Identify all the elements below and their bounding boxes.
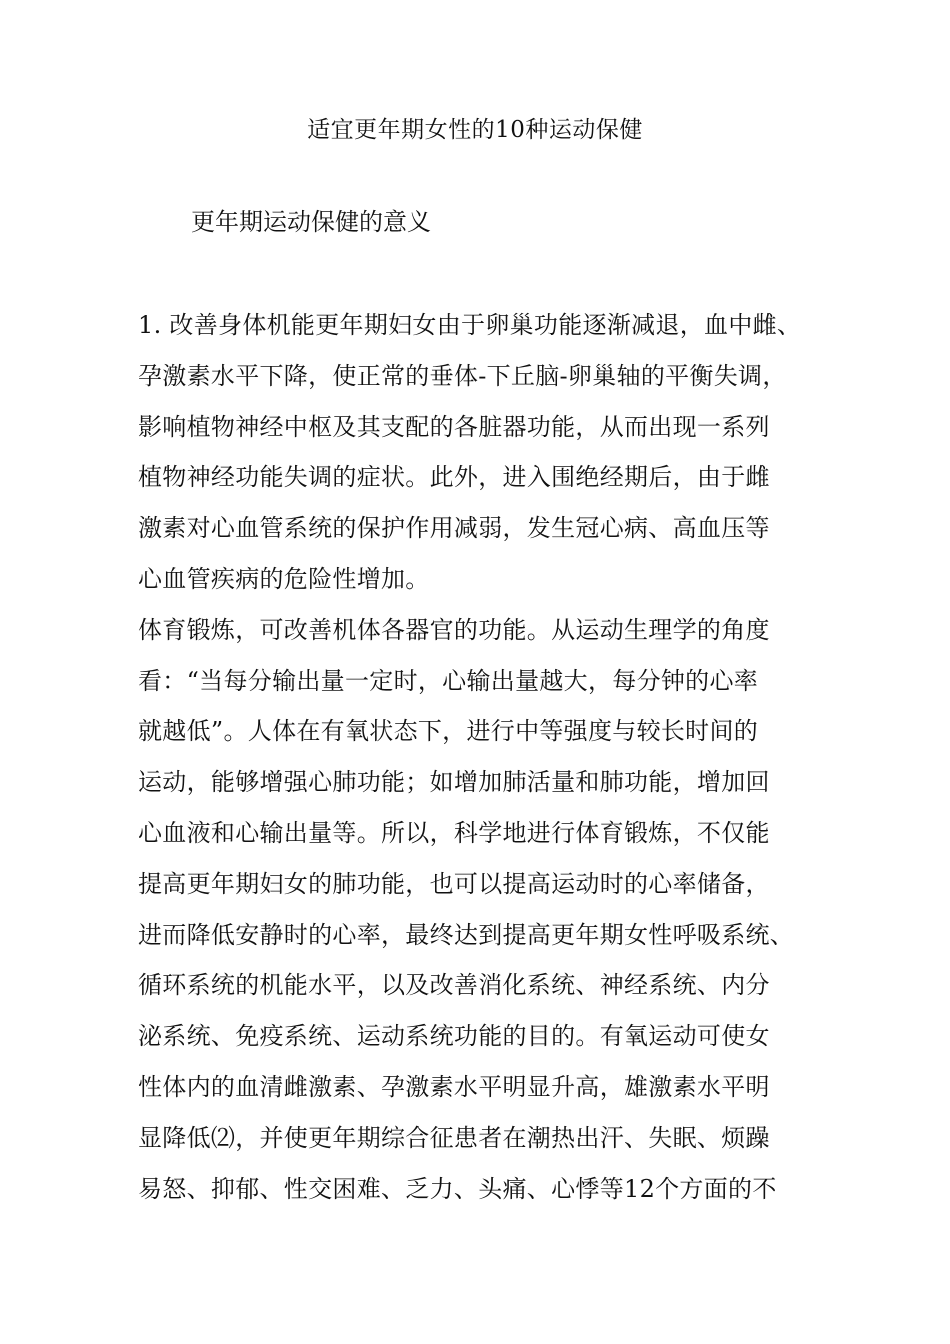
section-heading: 更年期运动保健的意义 — [191, 208, 431, 236]
text-line: 影响植物神经中枢及其支配的各脏器功能，从而出现一系列 — [138, 412, 770, 441]
text-line: 就越低”。人体在有氧状态下，进行中等强度与较长时间的 — [138, 717, 759, 746]
text-line: 植物神经功能失调的症状。此外，进入围绝经期后，由于雌 — [138, 463, 770, 492]
text-line: 泌系统、免疫系统、运动系统功能的目的。有氧运动可使女 — [138, 1022, 770, 1051]
text-line: 进而降低安静时的心率，最终达到提高更年期女性呼吸系统、 — [138, 920, 795, 949]
text-line: 1. 改善身体机能更年期妇女由于卵巢功能逐渐减退，血中雌、 — [138, 311, 802, 339]
text-line: 提高更年期妇女的肺功能，也可以提高运动时的心率储备， — [138, 869, 770, 898]
text-line: 体育锻炼，可改善机体各器官的功能。从运动生理学的角度 — [138, 615, 770, 644]
text-line: 看：“当每分输出量一定时，心输出量越大，每分钟的心率 — [138, 666, 759, 695]
text-line: 易怒、抑郁、性交困难、乏力、头痛、心悸等12个方面的不 — [138, 1174, 777, 1203]
text-line: 心血管疾病的危险性增加。 — [138, 564, 430, 593]
text-line: 孕激素水平下降，使正常的垂体-下丘脑-卵巢轴的平衡失调， — [138, 361, 787, 390]
text-line: 显降低⑵，并使更年期综合征患者在潮热出汗、失眠、烦躁 — [138, 1123, 770, 1152]
body-text — [138, 305, 838, 1219]
document-title: 适宜更年期女性的10种运动保健 — [307, 117, 643, 143]
text-line: 激素对心血管系统的保护作用减弱，发生冠心病、高血压等 — [138, 514, 770, 543]
text-line: 心血液和心输出量等。所以，科学地进行体育锻炼，不仅能 — [138, 818, 770, 847]
text-line: 性体内的血清雌激素、孕激素水平明显升高，雄激素水平明 — [138, 1072, 770, 1101]
text-line: 运动，能够增强心肺功能；如增加肺活量和肺功能，增加回 — [138, 768, 770, 797]
text-line: 循环系统的机能水平，以及改善消化系统、神经系统、内分 — [138, 971, 770, 1000]
